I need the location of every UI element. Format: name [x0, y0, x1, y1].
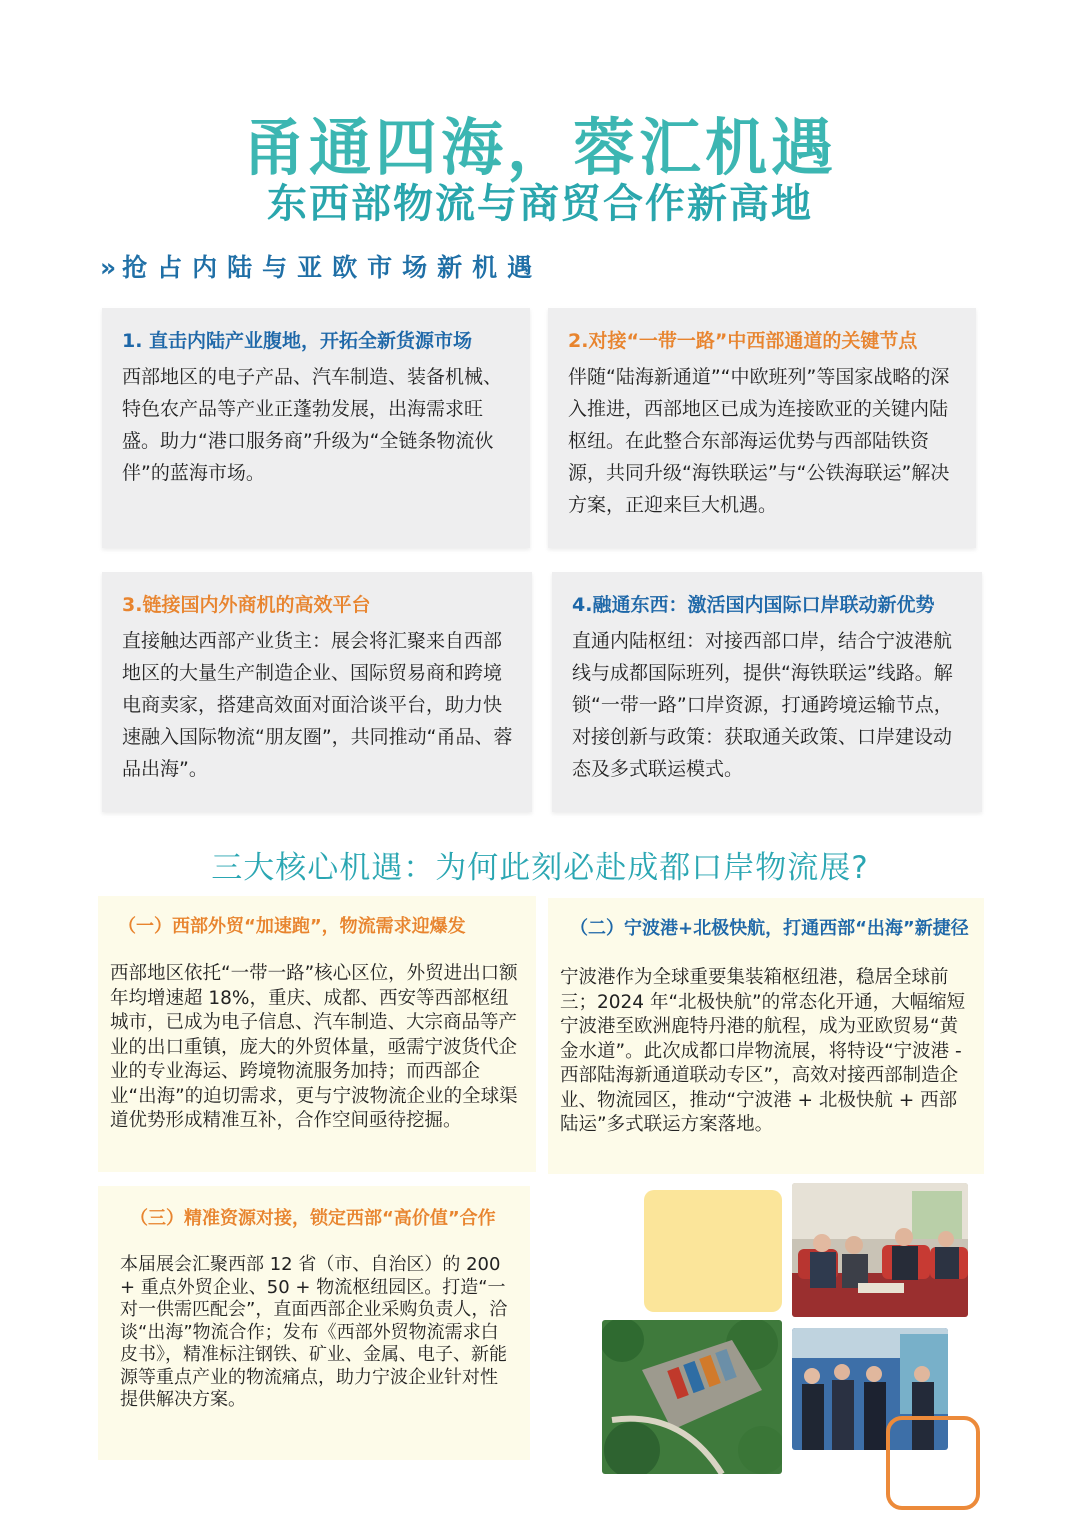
section-heading-opportunities: 三大核心机遇：为何此刻必赴成都口岸物流展?	[211, 850, 869, 886]
card-business-platform	[102, 572, 532, 812]
card-title: 3.链接国内外商机的高效平台	[122, 594, 371, 616]
card-title: 4.融通东西：激活国内国际口岸联动新优势	[572, 594, 935, 616]
opportunity-title: （三）精准资源对接，锁定西部“高价值”合作	[130, 1208, 496, 1229]
decorative-yellow-tile	[644, 1190, 782, 1312]
card-belt-road-node	[548, 308, 976, 548]
opportunity-body: 本届展会汇聚西部 12 省（市、自治区）的 200 + 重点外贸企业、50 + 物流枢纽园区。打造“一对一供需匹配会”，直面西部企业采购负责人，洽谈“出海”物流合作；发布《西部外贸物流需求白皮书》，精准标注钢铁、矿业、金属、电子、新能源等重点产业的物流痛点，助力宁波企业针对性提供解决方案。	[120, 1254, 508, 1410]
double-chevron-icon: »	[100, 253, 117, 282]
opportunity-title: （二）宁波港+北极快航，打通西部“出海”新捷径	[570, 918, 969, 939]
opportunity-box-1	[98, 896, 536, 1172]
section-heading-market	[100, 248, 542, 284]
opportunity-box-2	[548, 898, 984, 1174]
container-yard-image	[602, 1320, 782, 1474]
card-body: 西部地区的电子产品、汽车制造、装备机械、特色农产品等产业正蓬勃发展，出海需求旺盛。助力“港口服务商”升级为“全链条物流伙伴”的蓝海市场。	[122, 366, 503, 484]
meeting-photo	[792, 1183, 968, 1317]
card-inland-industry	[102, 308, 530, 548]
card-port-linkage	[552, 572, 982, 812]
card-body: 直通内陆枢纽：对接西部口岸，结合宁波港航线与成都国际班列，提供“海铁联运”线路。解锁“一带一路”口岸资源，打通跨境运输节点，对接创新与政策：获取通关政策、口岸建设动态及多式联运模式。	[572, 630, 953, 780]
container-yard-aerial-photo	[602, 1320, 782, 1474]
meeting-photo-image	[792, 1183, 968, 1317]
decorative-orange-frame	[886, 1416, 980, 1510]
opportunity-title: （一）西部外贸“加速跑”，物流需求迎爆发	[118, 916, 466, 937]
card-title: 2.对接“一带一路”中西部通道的关键节点	[568, 330, 918, 352]
card-title: 1. 直击内陆产业腹地，开拓全新货源市场	[122, 330, 473, 352]
page-subtitle: 东西部物流与商贸合作新高地	[267, 181, 813, 227]
card-body: 直接触达西部产业货主：展会将汇聚来自西部地区的大量生产制造企业、国际贸易商和跨境电商卖家，搭建高效面对面洽谈平台，助力快速融入国际物流“朋友圈”，共同推动“甬品、蓉品出海”。	[122, 630, 513, 780]
opportunity-box-3	[98, 1186, 530, 1460]
opportunity-body: 西部地区依托“一带一路”核心区位，外贸进出口额年均增速超 18%，重庆、成都、西安等西部枢纽城市，已成为电子信息、汽车制造、大宗商品等产业的出口重镇，庞大的外贸体量，亟需宁波货代企业的专业海运、跨境物流服务加持；而西部企业“出海”的迫切需求，更与宁波物流企业的全球渠道优势形成精准互补，合作空间亟待挖掘。	[110, 963, 518, 1131]
section-heading-text: 抢占内陆与亚欧市场新机遇	[122, 253, 543, 282]
opportunity-body: 宁波港作为全球重要集装箱枢纽港，稳居全球前三；2024 年“北极快航”的常态化开通，大幅缩短宁波港至欧洲鹿特丹港的航程，成为亚欧贸易“黄金水道”。此次成都口岸物流展，将特设“宁波港 - 西部陆海新通道联动专区”，高效对接西部制造企业、物流园区，推动“宁波港 + 北极快航 + 西部陆运”多式联运方案落地。	[560, 967, 966, 1135]
page-title: 甬通四海，蓉汇机遇	[242, 111, 837, 184]
card-body: 伴随“陆海新通道”“中欧班列”等国家战略的深入推进，西部地区已成为连接欧亚的关键内陆枢纽。在此整合东部海运优势与西部陆铁资源，共同升级“海铁联运”与“公铁海联运”解决方案，正迎来巨大机遇。	[568, 366, 950, 516]
